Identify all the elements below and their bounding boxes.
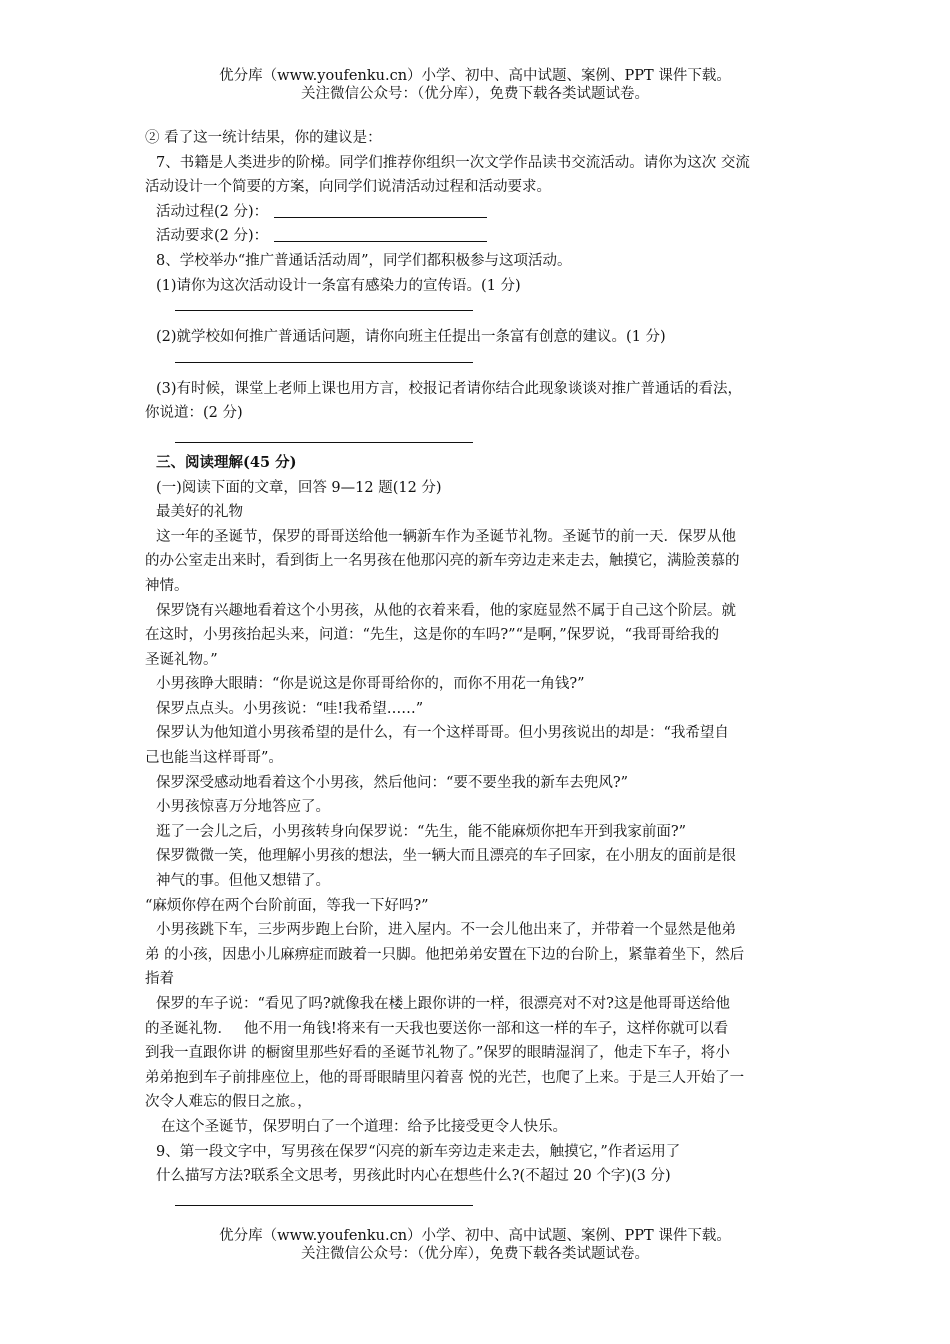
article-p12-line-2: 的圣诞礼物． 他不用一角钱!将来有一天我也要送你一部和这一样的车子，这样你就可以看	[145, 1020, 729, 1037]
article-p13: 在这个圣诞节，保罗明白了一个道理：给予比接受更令人快乐。	[161, 1118, 567, 1135]
page-footer	[0, 1227, 950, 1263]
q7-requirement-blank[interactable]	[274, 226, 487, 242]
article-p5-line-1: 保罗认为他知道小男孩希望的是什么，有一个这样哥哥。但小男孩说出的却是：“我希望自	[156, 725, 729, 742]
q8-sub3-answer-line[interactable]	[175, 426, 473, 443]
section-3-title: 三、阅读理解(45 分)	[156, 453, 297, 471]
article-p9-line-1: 保罗微微一笑，他理解小男孩的想法，坐一辆大而且漂亮的车子回家，在小朋友的面前是很	[156, 848, 736, 865]
article-p11-line-1: 小男孩跳下车，三步两步跑上台阶，进入屋内。不一会儿他出来了，并带着一个显然是他弟	[156, 922, 736, 939]
article-p1-line-3: 神情。	[145, 577, 189, 594]
q8-sub1: (1)请你为这次活动设计一条富有感染力的宣传语。(1 分)	[156, 277, 521, 294]
article-p5-line-2: 己也能当这样哥哥”。	[145, 750, 283, 767]
article-p12-line-1: 保罗的车子说：“看见了吗?就像我在楼上跟你讲的一样，很漂亮对不对?这是他哥哥送给他	[156, 996, 730, 1012]
article-p3: 小男孩睁大眼睛：“你是说这是你哥哥给你的，而你不用花一角钱?”	[156, 676, 585, 693]
footer-line-2: 关注微信公众号：（优分库），免费下载各类试题试卷。	[301, 1246, 649, 1262]
q8-sub2-answer-line[interactable]	[175, 350, 473, 363]
article-p12-line-4: 弟弟抱到车子前排座位上，他的哥哥眼睛里闪着喜 悦的光芒，也爬了上来。于是三人开始了一	[145, 1069, 745, 1086]
q7-process-row	[145, 200, 809, 225]
header-line-2: 关注微信公众号：（优分库），免费下载各类试题试卷。	[301, 86, 649, 102]
q7-process-label: 活动过程(2 分)：	[156, 203, 269, 220]
q6-part2: ② 看了这一统计结果，你的建议是：	[145, 130, 382, 146]
page-header	[0, 67, 950, 103]
article-title: 最美好的礼物	[156, 504, 243, 521]
q7-process-blank[interactable]	[274, 202, 487, 218]
q8-sub3-line-1: (3)有时候，课堂上老师上课也用方言，校报记者请你结合此现象谈谈对推广普通话的看法，	[156, 380, 743, 397]
q8-sub2: (2)就学校如何推广普通话问题，请你向班主任提出一条富有创意的建议。(1 分)	[156, 329, 666, 346]
article-p2-line-3: 圣诞礼物。”	[145, 651, 218, 668]
article-p7: 小男孩惊喜万分地答应了。	[156, 799, 330, 816]
q9-line-1: 9、第一段文字中，写男孩在保罗“闪亮的新车旁边走来走去，触摸它，”作者运用了	[156, 1143, 681, 1160]
main-content	[145, 126, 809, 1214]
q8-sub3-line-2: 你说道：(2 分)	[145, 405, 243, 422]
article-p12-line-3: 到我一直跟你讲 的橱窗里那些好看的圣诞节礼物了。”保罗的眼睛湿润了，他走下车子，将小	[145, 1045, 730, 1062]
q7-line-1: 7、书籍是人类进步的阶梯。同学们推荐你组织一次文学作品读书交流活动。请你为这次 交流	[156, 154, 750, 171]
q7-requirement-row	[145, 224, 809, 249]
q7-line-2: 活动设计一个简要的方案，向同学们说清活动过程和活动要求。	[145, 179, 551, 196]
q8-intro: 8、学校举办“推广普通话活动周”，同学们都积极参与这项活动。	[156, 252, 572, 269]
article-p8: 逛了一会儿之后，小男孩转身向保罗说：“先生，能不能麻烦你把车开到我家前面?”	[156, 823, 687, 840]
header-line-1: 优分库（www.youfenku.cn）小学、初中、高中试题、案例、PPT 课件下载。	[219, 68, 731, 84]
article-p11-line-3: 指着	[145, 971, 174, 988]
article-p9-line-2: 神气的事。但他又想错了。	[156, 873, 330, 890]
article-p2-line-2: 在这时，小男孩抬起头来，问道：“先生，这是你的车吗?”“是啊，”保罗说，“我哥哥给我的	[145, 627, 720, 644]
q9-line-2: 什么描写方法?联系全文思考，男孩此时内心在想些什么?(不超过 20 个字)(3 分)	[156, 1168, 671, 1185]
article-p10: “麻烦你停在两个台阶前面，等我一下好吗?”	[145, 897, 429, 914]
reading-part1-intro: (一)阅读下面的文章，回答 9—12 题(12 分)	[156, 479, 442, 496]
article-p1-line-1: 这一年的圣诞节，保罗的哥哥送给他一辆新车作为圣诞节礼物。圣诞节的前一天．保罗从他	[156, 528, 736, 545]
article-p11-line-2: 弟 的小孩，因患小儿麻痹症而跛着一只脚。他把弟弟安置在下边的台阶上，紧靠着坐下，然后	[145, 946, 745, 963]
article-p2-line-1: 保罗饶有兴趣地看着这个小男孩，从他的衣着来看，他的家庭显然不属于自己这个阶层。就	[156, 602, 736, 619]
footer-line-1: 优分库（www.youfenku.cn）小学、初中、高中试题、案例、PPT 课件下载。	[219, 1228, 731, 1244]
article-p4: 保罗点点头。小男孩说：“哇!我希望……”	[156, 700, 424, 717]
q7-requirement-label: 活动要求(2 分)：	[156, 228, 269, 245]
article-p1-line-2: 的办公室走出来时，看到街上一名男孩在他那闪亮的新车旁边走来走去，触摸它，满脸羡慕的	[145, 553, 740, 570]
article-p6: 保罗深受感动地看着这个小男孩，然后他问：“要不要坐我的新车去兜风?”	[156, 774, 629, 791]
q8-sub1-answer-line[interactable]	[175, 298, 473, 311]
q9-answer-line[interactable]	[175, 1189, 473, 1206]
article-p12-line-5: 次令人难忘的假日之旅。，	[145, 1094, 312, 1111]
